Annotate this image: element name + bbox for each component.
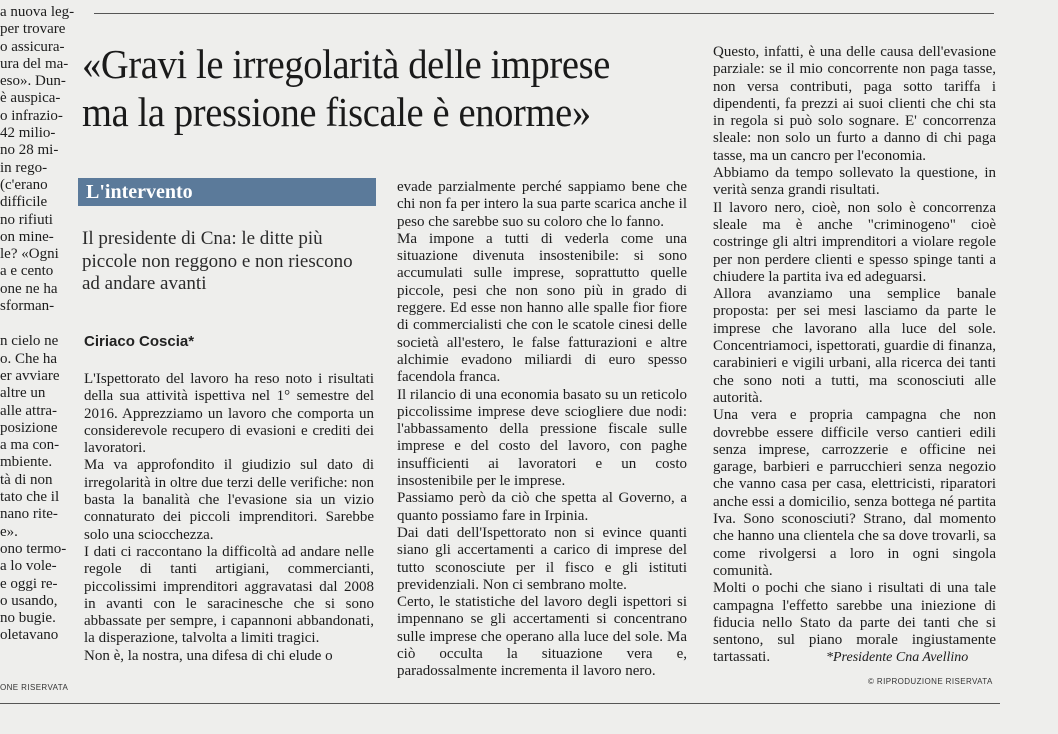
subheadline: Il presidente di Cna: le ditte più piccole non reggono e non riescono ad andare avanti: [82, 228, 353, 294]
fragment-line: alle attra-: [0, 402, 58, 419]
paragraph: Ma impone a tutti di vederla come una situazione divenuta insostenibile: si sono accumulati sulle imprese, soprattutto quelle piccole, pesi che non sono più in grado di reggere. Ed esse non hanno alle spalle fior fiore di commercialisti che con le scatole cinesi delle società all'estero, le false fatturazioni e altre alchimie evadono miliardi di euro spesso facendola franca.: [397, 230, 687, 386]
fragment-line: nano rite-: [0, 506, 58, 523]
fragment-line: sforman-: [0, 298, 55, 315]
paragraph: L'Ispettorato del lavoro ha reso noto i risultati della sua attività ispettiva nel 1° semestre del 2016. Apprezziamo un lavoro che comporta un considerevole recupero di evasioni e crediti dei lavoratori.: [84, 371, 374, 457]
fragment-line: eso». Dun-: [0, 73, 66, 90]
fragment-line: e».: [0, 523, 18, 540]
fragment-line: er avviare: [0, 367, 60, 384]
paragraph: evade parzialmente perché sappiamo bene che chi non fa per intero la sua parte scarica anche il peso che sarebbe suo su coloro che lo fanno.: [397, 179, 687, 230]
paragraph: Il lavoro nero, cioè, non solo è concorrenza sleale ma è anche "criminogeno" cioè costringe gli altri imprenditori a violare regole per non perdere clienti e spesso spinge tanti a chiudere la partita iva ed adeguarsi.: [713, 199, 996, 285]
fragment-line: no rifiuti: [0, 211, 53, 228]
fragment-line: on mine-: [0, 228, 54, 245]
fragment-line: altre un: [0, 385, 46, 402]
fragment-line: è auspica-: [0, 90, 61, 107]
top-rule: [94, 13, 994, 14]
bottom-rule: [0, 703, 1000, 704]
fragment-line: a ma con-: [0, 437, 60, 454]
fragment-line: a e cento: [0, 263, 54, 280]
paragraph: Allora avanziamo una semplice banale proposta: per sei mesi lasciamo da parte le imprese che lavorano alla luce del sole. Concentriamoci, ispettorati, guardie di finanza, carabinieri e vigili urbani, alla ricerca dei tanti che sono noti a tutti, ma sconosciuti alle autorità.: [713, 286, 996, 406]
paragraph: Dai dati dell'Ispettorato non si evince quanti siano gli accertamenti a carico di imprese del tutto sconosciute per il fisco e gli istituti previdenziali. Non ci sembrano molte.: [397, 524, 687, 593]
section-kicker-label: L'intervento: [86, 181, 193, 203]
fragment-line: ura del ma-: [0, 55, 69, 72]
paragraph: Il rilancio di una economia basato su un reticolo piccolissime imprese deve sciogliere due nodi: l'abbassamento della pressione fiscale sulle imprese e del costo del lavoro, con paghe insufficienti ai lavoratori e un costo insostenibile per le imprese.: [397, 386, 687, 490]
author-signature: *Presidente Cna Avellino: [826, 650, 969, 665]
fragment-line: o infrazio-: [0, 107, 63, 124]
paragraph: Ma va approfondito il giudizio sul dato di irregolarità in oltre due terzi delle verifiche: non basta la banalità che l'evasione sia un vizio connaturato dei piccoli imprenditori. Sarebbe solo una sciocchezza.: [84, 457, 374, 543]
article-column-1: [84, 371, 374, 693]
fragment-gap: [0, 315, 75, 333]
fragment-line: tato che il: [0, 489, 60, 506]
fragment-line: n cielo ne: [0, 333, 59, 350]
article-column-2: [397, 179, 687, 689]
fragment-line: mbiente.: [0, 454, 53, 471]
paragraph: Passiamo però da ciò che spetta al Governo, a quanto possiamo fare in Irpinia.: [397, 490, 687, 524]
fragment-line: le? «Ogni: [0, 246, 59, 263]
paragraph: Certo, le statistiche del lavoro degli ispettori si impennano se gli accertamenti si concentrano sulle imprese che operano alla luce del sole. Ma ciò occulta la situazione vera e, paradossalmente incrementa il lavoro nero.: [397, 594, 687, 680]
previous-article-fragment: [0, 4, 75, 645]
paragraph: Questo, infatti, è una delle causa dell'evasione parziale: se il mio concorrente non paga tasse, non versa contributi, paga sotto tariffa i dipendenti, fa prezzi ai suoi clienti che chi sta in regola si può solo sognare. E' concorrenza sleale: non solo un furto a danno di chi paga tasse, ma un cancro per l'economia.: [713, 44, 996, 164]
author-byline: Ciriaco Coscia*: [84, 333, 195, 350]
fragment-line: 42 milio-: [0, 125, 56, 142]
fragment-line: difficile: [0, 194, 48, 211]
fragment-line: o assicura-: [0, 38, 65, 55]
paragraph: I dati ci raccontano la difficoltà ad andare nelle regole di tanti artigiani, commercianti, piccolissimi imprenditori aggravatasi dal 2008 in avanti con le saracinesche che si sono abbassate per sempre, i capannoni abbandonati, la disperazione, talvolta a limiti tragici.: [84, 543, 374, 647]
fragment-line: (c'erano: [0, 176, 48, 193]
fragment-line: e oggi re-: [0, 575, 58, 592]
fragment-line: in rego-: [0, 159, 48, 176]
fragment-line: per trovare: [0, 21, 66, 38]
fragment-line: no bugie.: [0, 610, 56, 627]
section-kicker: [78, 178, 376, 206]
fragment-line: tà di non: [0, 471, 53, 488]
fragment-line: one ne ha: [0, 280, 58, 297]
paragraph: Molti o pochi che siano i risultati di una tale campagna l'effetto sarebbe una iniezione di fiducia nello Stato da parte dei tanti che si sentono, sul piano morale ingiustamente tartassati.: [713, 580, 996, 666]
paragraph: Abbiamo da tempo sollevato la questione, in verità senza grandi risultati.: [713, 165, 996, 199]
fragment-line: oletavano: [0, 627, 59, 644]
headline: «Gravi le irregolarità delle imprese ma la pressione fiscale è enorme»: [82, 41, 610, 135]
fragment-line: o. Che ha: [0, 350, 58, 367]
copyright-notice: © RIPRODUZIONE RISERVATA: [868, 677, 993, 686]
paragraph: Una vera e propria campagna che non dovrebbe essere difficile verso cantieri edili senza imprese, carrozzerie e officine nei garage, barbieri e parrucchieri senza negozio che vanno casa per casa, elettricisti, riparatori anche essi a domicilio, senza bottega né partita Iva. Sono sconosciuti? Strano, dal momento che hanno una clientela che sa dove trovarli, sa come rivolgersi a loro in ogni singola comunità.: [713, 407, 996, 579]
fragment-line: no 28 mi-: [0, 142, 59, 159]
previous-article-copyright: ONE RISERVATA: [0, 683, 69, 692]
fragment-line: o usando,: [0, 592, 58, 609]
fragment-line: ono termo-: [0, 540, 67, 557]
fragment-line: a nuova leg-: [0, 4, 75, 20]
fragment-line: a lo vole-: [0, 558, 57, 575]
fragment-line: posizione: [0, 419, 58, 436]
paragraph: Non è, la nostra, una difesa di chi elude o: [84, 647, 333, 664]
